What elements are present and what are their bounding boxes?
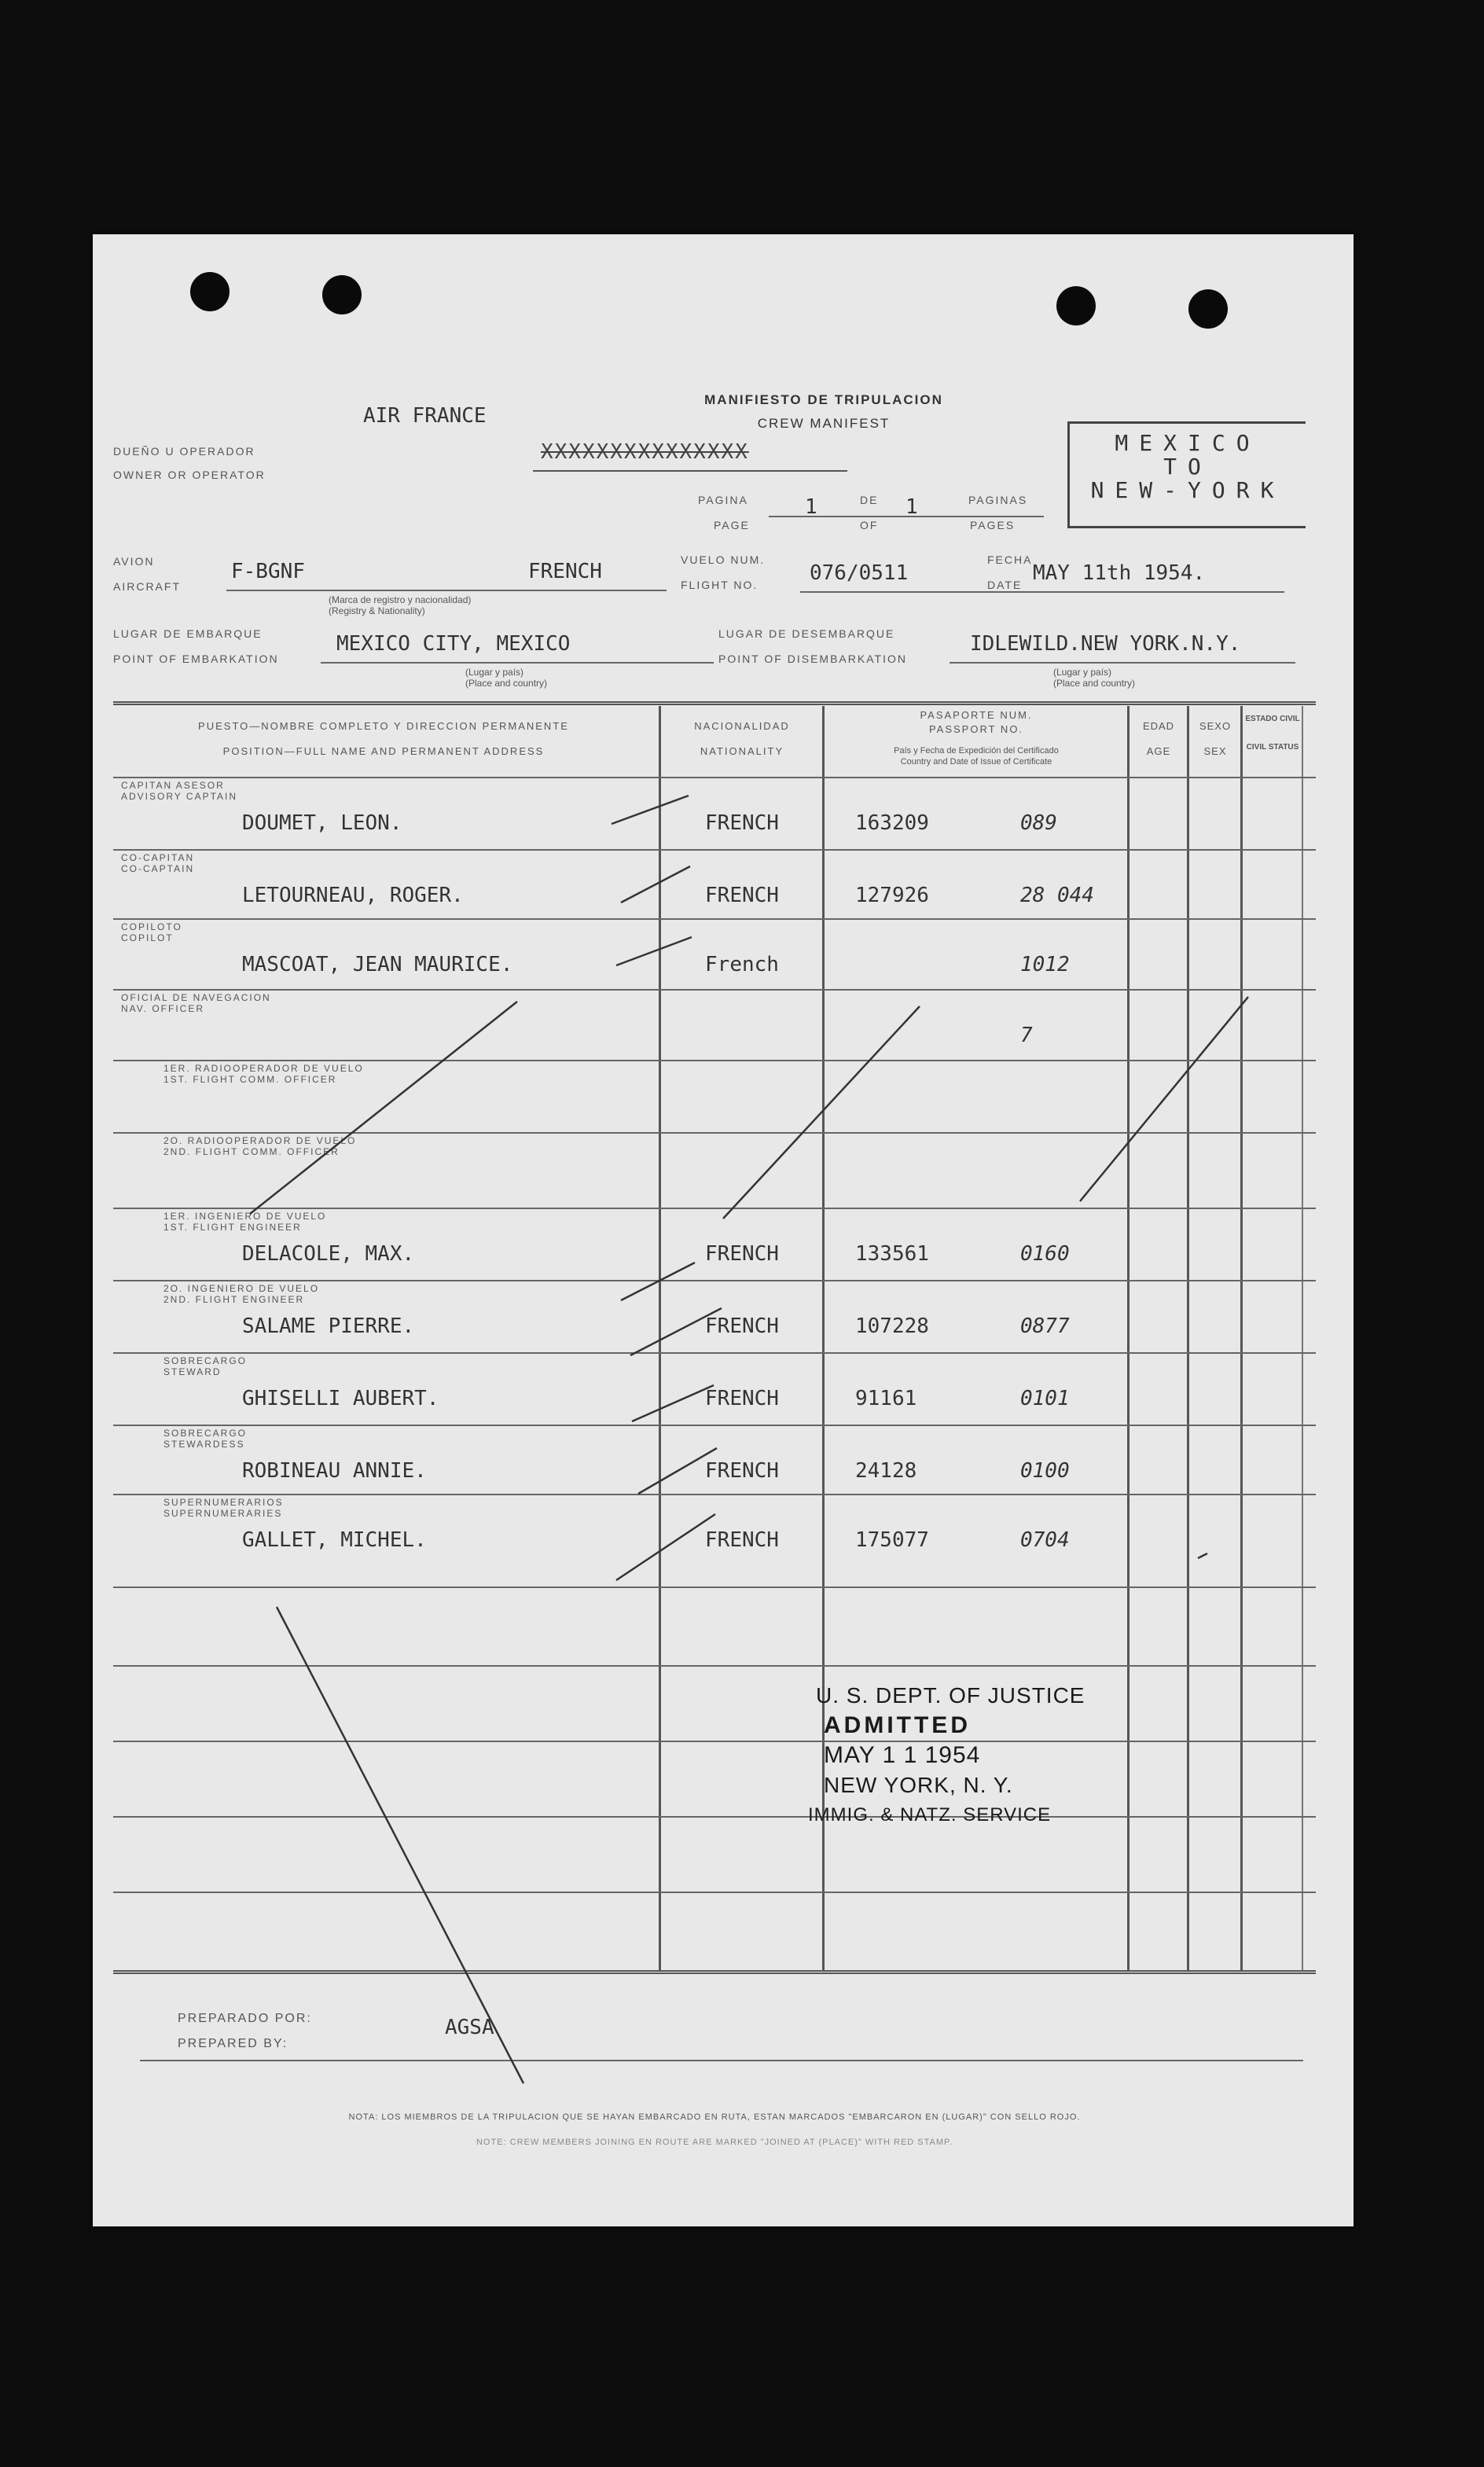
flight-label-en: FLIGHT NO. xyxy=(681,579,759,591)
crew-certificate: 28 044 xyxy=(1020,884,1094,907)
crew-nationality: FRENCH xyxy=(705,811,779,835)
stamp-line-5: IMMIG. & NATZ. SERVICE xyxy=(808,1804,1052,1825)
disembark-note-en: (Place and country) xyxy=(1053,678,1136,689)
crew-role-en: NAV. OFFICER xyxy=(121,1003,205,1014)
crew-role-es: 1ER. INGENIERO DE VUELO xyxy=(163,1211,327,1222)
aircraft-label-en: AIRCRAFT xyxy=(113,580,181,593)
date-value: MAY 11th 1954. xyxy=(1033,561,1206,585)
col-sex-en: SEX xyxy=(1203,745,1227,757)
col-age-es: EDAD xyxy=(1142,720,1175,732)
col-passport-en: PASSPORT NO. xyxy=(928,723,1024,735)
owner-label-en: OWNER OR OPERATOR xyxy=(113,469,266,481)
crew-name: DELACOLE, MAX. xyxy=(242,1242,415,1266)
col-position-en: POSITION—FULL NAME AND PERMANENT ADDRESS xyxy=(222,745,545,757)
col-nationality-es: NACIONALIDAD xyxy=(694,720,790,732)
col-passport-note-es: País y Fecha de Expedición del Certificado xyxy=(894,746,1059,756)
flight-label-es: VUELO NUM. xyxy=(681,553,766,566)
crew-role-en: SUPERNUMERARIES xyxy=(163,1508,283,1519)
date-label-es: FECHA xyxy=(987,553,1033,566)
col-sex-es: SEXO xyxy=(1199,720,1232,732)
footer-note-en: NOTE: CREW MEMBERS JOINING EN ROUTE ARE MARKED "JOINED AT (PLACE)" WITH RED STAMP. xyxy=(476,2138,953,2147)
crew-role-en: 1ST. FLIGHT ENGINEER xyxy=(163,1222,302,1233)
registry-note-es: (Marca de registro y nacionalidad) xyxy=(329,594,472,605)
col-civil-es: ESTADO CIVIL xyxy=(1245,715,1300,723)
of-label-en: OF xyxy=(860,519,879,531)
aircraft-label-es: AVION xyxy=(113,555,155,568)
crew-name: MASCOAT, JEAN MAURICE. xyxy=(242,953,513,976)
crew-nationality: FRENCH xyxy=(705,1242,779,1266)
crew-passport: 163209 xyxy=(855,811,929,835)
crew-certificate: 7 xyxy=(1020,1024,1033,1047)
crew-role-en: ADVISORY CAPTAIN xyxy=(121,791,238,802)
crew-role-es: SOBRECARGO xyxy=(163,1428,248,1439)
crew-role-en: COPILOT xyxy=(121,932,174,943)
page-label-en: PAGE xyxy=(714,519,750,531)
crew-name: DOUMET, LEON. xyxy=(242,811,402,835)
owner-label-es: DUEÑO U OPERADOR xyxy=(113,445,255,458)
crew-passport: 133561 xyxy=(855,1242,929,1266)
crew-role-en: 2ND. FLIGHT COMM. OFFICER xyxy=(163,1146,340,1157)
crew-role-es: 2O. INGENIERO DE VUELO xyxy=(163,1283,320,1294)
crew-role-es: CO-CAPITAN xyxy=(121,852,195,863)
crew-name: GHISELLI AUBERT. xyxy=(242,1387,439,1410)
embark-value: MEXICO CITY, MEXICO xyxy=(336,632,571,656)
col-civil-en: CIVIL STATUS xyxy=(1246,743,1299,752)
embark-label-en: POINT OF EMBARKATION xyxy=(113,653,279,665)
crew-role-en: 1ST. FLIGHT COMM. OFFICER xyxy=(163,1074,337,1085)
crew-role-en: STEWARD xyxy=(163,1366,222,1377)
route-line-2: TO xyxy=(1163,454,1212,480)
crew-role-en: CO-CAPTAIN xyxy=(121,863,195,874)
crew-certificate: 1012 xyxy=(1020,953,1070,976)
crew-nationality: FRENCH xyxy=(705,884,779,907)
prepared-label-en: PREPARED BY: xyxy=(178,2037,288,2050)
col-nationality-en: NATIONALITY xyxy=(700,745,784,757)
crew-passport: 24128 xyxy=(855,1459,917,1483)
disembark-label-en: POINT OF DISEMBARKATION xyxy=(718,653,907,665)
prepared-label-es: PREPARADO POR: xyxy=(178,2012,312,2025)
col-position-es: PUESTO—NOMBRE COMPLETO Y DIRECCION PERMANENTE xyxy=(198,720,569,732)
flight-value: 076/0511 xyxy=(810,561,909,585)
prepared-value: AGSA xyxy=(445,2016,494,2039)
crew-certificate: 0100 xyxy=(1020,1459,1070,1483)
footer-note-es: NOTA: LOS MIEMBROS DE LA TRIPULACION QUE SE HAYAN EMBARCADO EN RUTA, ESTAN MARCADOS "EMBARCARON EN (LUGAR)" CON SELLO ROJO. xyxy=(348,2112,1081,2122)
crew-name: GALLET, MICHEL. xyxy=(242,1528,427,1552)
crew-role-es: 1ER. RADIOOPERADOR DE VUELO xyxy=(163,1063,364,1074)
crew-certificate: 0160 xyxy=(1020,1242,1070,1266)
registry-note-en: (Registry & Nationality) xyxy=(329,605,425,616)
aircraft-value: F-BGNF xyxy=(231,560,305,583)
crew-certificate: 0704 xyxy=(1020,1528,1070,1552)
stamp-line-4: NEW YORK, N. Y. xyxy=(824,1773,1013,1797)
date-label-en: DATE xyxy=(987,579,1023,591)
crew-certificate: 0101 xyxy=(1020,1387,1070,1410)
crew-name: SALAME PIERRE. xyxy=(242,1314,415,1338)
owner-value: AIR FRANCE xyxy=(363,404,487,428)
stamp-line-3: MAY 1 1 1954 xyxy=(824,1742,981,1768)
crew-nationality: FRENCH xyxy=(705,1459,779,1483)
crew-role-en: STEWARDESS xyxy=(163,1439,245,1450)
embark-label-es: LUGAR DE EMBARQUE xyxy=(113,627,263,640)
pages-label-en: PAGES xyxy=(970,519,1016,531)
crew-nationality: FRENCH xyxy=(705,1528,779,1552)
crew-certificate: 089 xyxy=(1020,811,1057,835)
crew-role-es: 2O. RADIOOPERADOR DE VUELO xyxy=(163,1135,357,1146)
pages-value: 1 xyxy=(905,495,918,519)
crew-nationality: French xyxy=(705,953,779,976)
crew-role-en: 2ND. FLIGHT ENGINEER xyxy=(163,1294,305,1305)
col-passport-note-en: Country and Date of Issue of Certificate xyxy=(900,757,1052,767)
crew-nationality: FRENCH xyxy=(705,1314,779,1338)
stamp-line-1: U. S. DEPT. OF JUSTICE xyxy=(816,1683,1085,1708)
pages-label-es: PAGINAS xyxy=(968,494,1028,506)
crew-name: LETOURNEAU, ROGER. xyxy=(242,884,464,907)
crew-passport: 107228 xyxy=(855,1314,929,1338)
pen-marks xyxy=(93,234,1354,2226)
embark-note-en: (Place and country) xyxy=(465,678,548,689)
col-passport-es: PASAPORTE NUM. xyxy=(920,709,1033,721)
disembark-note-es: (Lugar y país) xyxy=(1053,667,1112,678)
title-en: CREW MANIFEST xyxy=(757,416,891,431)
crew-passport: 91161 xyxy=(855,1387,917,1410)
crew-passport: 127926 xyxy=(855,884,929,907)
crew-passport: 175077 xyxy=(855,1528,929,1552)
embark-note-es: (Lugar y país) xyxy=(465,667,524,678)
route-line-3: NEW-YORK xyxy=(1090,477,1285,503)
crew-role-es: OFICIAL DE NAVEGACION xyxy=(121,992,271,1003)
crew-name: ROBINEAU ANNIE. xyxy=(242,1459,427,1483)
page-value: 1 xyxy=(805,495,817,519)
crew-role-es: CAPITAN ASESOR xyxy=(121,780,225,791)
crew-role-es: SUPERNUMERARIOS xyxy=(163,1497,284,1508)
crew-nationality: FRENCH xyxy=(705,1387,779,1410)
aircraft-nationality: FRENCH xyxy=(528,560,602,583)
route-line-1: MEXICO xyxy=(1115,430,1261,456)
stamp-line-2: ADMITTED xyxy=(824,1712,971,1738)
col-age-en: AGE xyxy=(1146,745,1171,757)
disembark-label-es: LUGAR DE DESEMBARQUE xyxy=(718,627,895,640)
page-label-es: PAGINA xyxy=(698,494,748,506)
of-label: DE xyxy=(860,494,879,506)
crew-role-es: SOBRECARGO xyxy=(163,1355,248,1366)
crew-certificate: 0877 xyxy=(1020,1314,1070,1338)
struck-text: XXXXXXXXXXXXXXX xyxy=(541,440,749,464)
title-es: MANIFIESTO DE TRIPULACION xyxy=(704,392,943,407)
crew-role-es: COPILOTO xyxy=(121,921,182,932)
disembark-value: IDLEWILD.NEW YORK.N.Y. xyxy=(970,632,1241,656)
manifest-sheet xyxy=(93,234,1354,2226)
